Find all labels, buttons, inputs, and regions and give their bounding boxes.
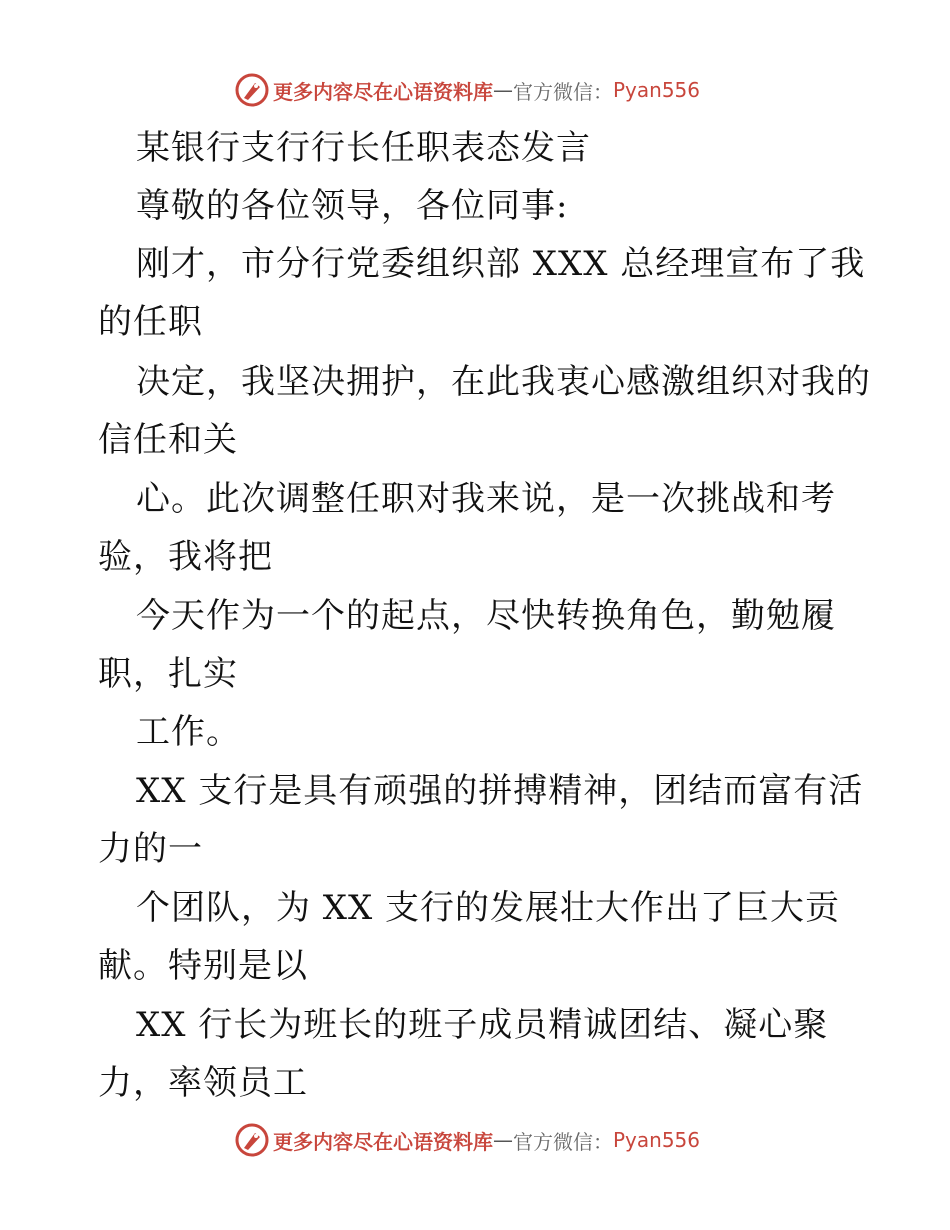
watermark-site-name: 更多内容尽在心语资料库 <box>273 1129 493 1154</box>
watermark-banner-top <box>235 70 700 110</box>
document-line: 信任和关 <box>98 420 238 460</box>
document-line: 个团队，为 XX 支行的发展壮大作出了巨大贡 <box>136 888 841 928</box>
document-line: XX 行长为班长的班子成员精诚团结、凝心聚 <box>136 1005 829 1045</box>
document-line: 力的一 <box>98 829 203 869</box>
watermark-wechat-label: 官方微信： <box>513 79 613 104</box>
document-line: 职，扎实 <box>98 654 238 694</box>
watermark-wechat-id: Pyan556 <box>613 78 701 102</box>
watermark-dash: — <box>493 1128 513 1152</box>
watermark-banner-bottom <box>235 1120 700 1160</box>
document-title: 某银行支行行长任职表态发言 <box>136 128 591 168</box>
pen-nib-logo-icon <box>235 1123 269 1157</box>
document-line: XX 支行是具有顽强的拼搏精神，团结而富有活 <box>136 771 864 811</box>
document-line: 验，我将把 <box>98 537 273 577</box>
watermark-wechat-label: 官方微信： <box>513 1129 613 1154</box>
document-line: 力，率领员工 <box>98 1063 308 1103</box>
document-line: 献。特别是以 <box>98 946 308 986</box>
pen-nib-logo-icon <box>235 73 269 107</box>
document-line: 工作。 <box>136 712 241 752</box>
document-line: 决定，我坚决拥护，在此我衷心感激组织对我的 <box>136 362 871 402</box>
watermark-site-name: 更多内容尽在心语资料库 <box>273 79 493 104</box>
document-line: 今天作为一个的起点，尽快转换角色，勤勉履 <box>136 596 836 636</box>
document-line: 尊敬的各位领导，各位同事: <box>136 186 569 226</box>
watermark-wechat-id: Pyan556 <box>613 1128 701 1152</box>
document-line: 心。此次调整任职对我来说，是一次挑战和考 <box>136 479 836 519</box>
watermark-dash: — <box>493 78 513 102</box>
document-line: 刚才，市分行党委组织部 XXX 总经理宣布了我 <box>136 244 866 284</box>
document-line: 的任职 <box>98 302 203 342</box>
